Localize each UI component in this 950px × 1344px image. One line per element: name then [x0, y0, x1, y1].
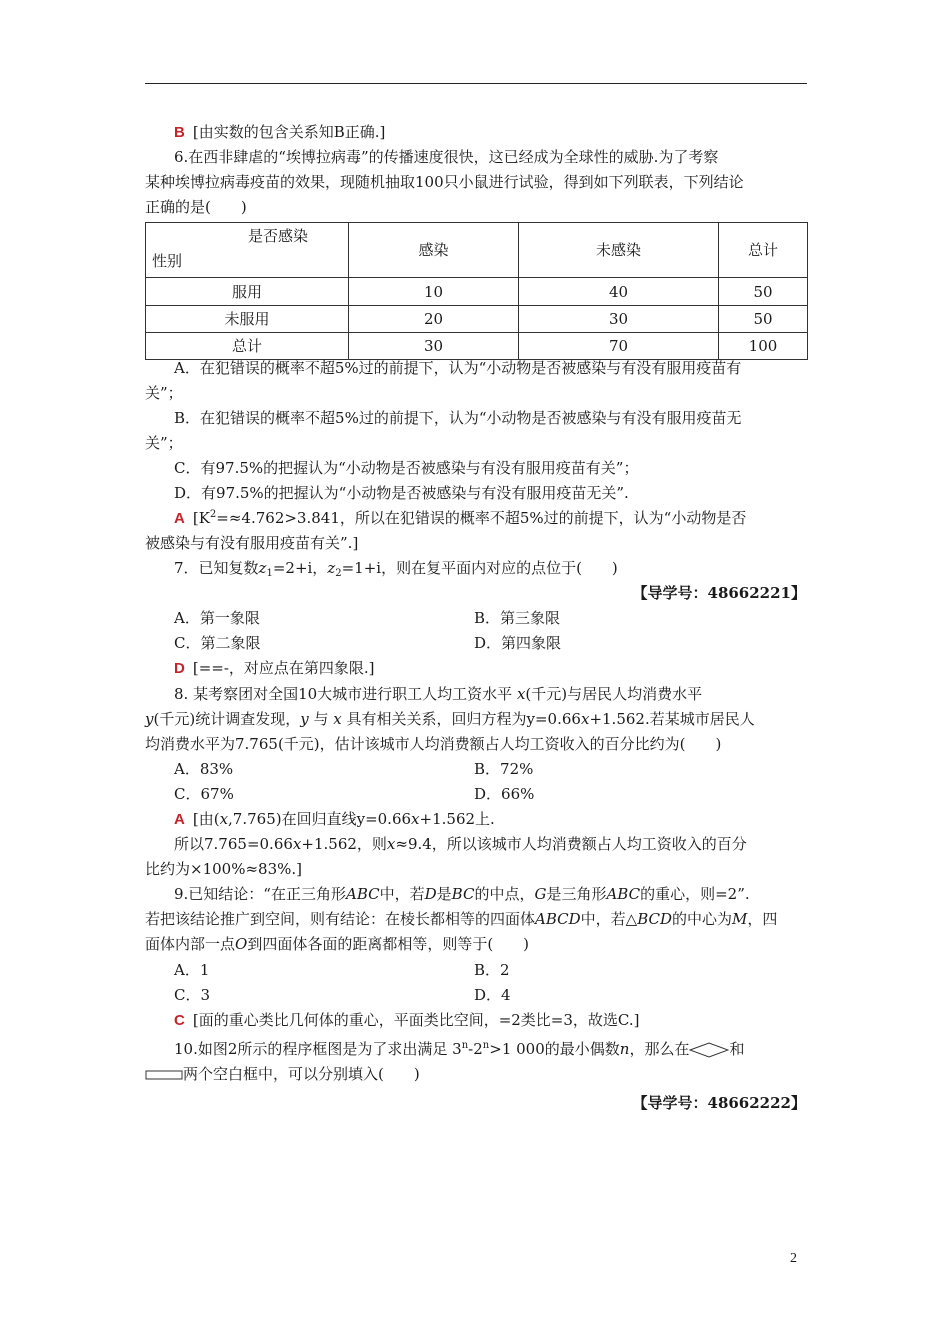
- q9-option-a: A．1: [174, 961, 210, 979]
- q7-reference-number: 【导学号：48662221】: [632, 584, 806, 602]
- table-cell: 30: [519, 306, 719, 333]
- table-row: [146, 306, 808, 333]
- q8-option-b: B．72%: [474, 760, 534, 778]
- q6-stem-line2: 某种埃博拉病毒疫苗的效果，现随机抽取100只小鼠进行试验，得到如下列联表，下列结论: [145, 173, 744, 191]
- q6-option-c: C．有97.5%的把握认为“小动物是否被感染与有没有服用疫苗有关”；: [174, 459, 639, 477]
- q6-option-a: A．在犯错误的概率不超5%过的前提下，认为“小动物是否被感染与有没有服用疫苗有: [174, 359, 742, 377]
- q8-stem-line2: y(千元)统计调查发现，y 与 x 具有相关关系，回归方程为y=0.66x+1.562.若某城市居民人: [145, 710, 755, 728]
- q7-option-c: C．第二象限: [174, 634, 261, 652]
- q10-stem-line1: 10.如图2所示的程序框图是为了求出满足 $3^n-2^n>1$ 000的最小偶数n，那么在 和: [174, 1040, 745, 1058]
- q7-option-d: D．第四象限: [474, 634, 562, 652]
- q9-option-c: C．3: [174, 986, 211, 1004]
- col-header: 感染: [349, 223, 519, 278]
- q7-option-a: A．第一象限: [174, 609, 260, 627]
- table-cell: 100: [719, 333, 808, 360]
- row-label: 未服用: [146, 306, 349, 333]
- header-infection-label: 是否感染: [248, 227, 309, 245]
- q7-answer-line: D [==-，对应点在第四象限.]: [174, 659, 375, 677]
- q8-solution-line1: 所以7.765=0.66x+1.562，则x≈9.4，所以该城市人均消费额占人均工资收入的百分: [174, 835, 747, 853]
- table-row: [146, 278, 808, 306]
- page-number: 2: [790, 1251, 797, 1266]
- table-cell: 40: [519, 278, 719, 306]
- q8-stem-line3: 均消费水平为7.765(千元)，估计该城市人均消费额占人均工资收入的百分比约为( ): [145, 735, 722, 753]
- q8-option-d: D．66%: [474, 785, 535, 803]
- q6-stem-line1: 6.在西非肆虐的“埃博拉病毒”的传播速度很快，这已经成为全球性的威胁.为了考察: [174, 148, 719, 166]
- table-cell: 20: [349, 306, 519, 333]
- q9-stem-line2: 若把该结论推广到空间，则有结论：在棱长都相等的四面体ABCD中，若△BCD的中心为M，四: [145, 910, 778, 928]
- q8-option-a: A．83%: [174, 760, 234, 778]
- q7-option-b: B．第三象限: [474, 609, 561, 627]
- answer-letter: A: [174, 510, 185, 527]
- q9-stem-line1: 9.已知结论：“在正三角形ABC中，若D是BC的中点，G是三角形ABC的重心，则=2”.: [174, 885, 750, 903]
- table-cell: 10: [349, 278, 519, 306]
- answer-letter: D: [174, 660, 185, 677]
- q9-option-d: D．4: [474, 986, 511, 1004]
- answer-letter: A: [174, 811, 185, 828]
- q10-reference-number: 【导学号：48662222】: [632, 1094, 806, 1112]
- diagonal-header-cell: [146, 223, 349, 278]
- q9-answer-line: C [面的重心类比几何体的重心，平面类比空间，=2类比=3，故选C.]: [174, 1011, 640, 1029]
- q8-answer-line: A [由(x,7.765)在回归直线y=0.66x+1.562上.: [174, 810, 495, 828]
- q8-stem-line1: 8. 某考察团对全国10大城市进行职工人均工资水平 x(千元)与居民人均消费水平: [174, 685, 703, 703]
- table-cell: 70: [519, 333, 719, 360]
- answer-letter: B: [174, 124, 185, 141]
- table-row: [146, 333, 808, 360]
- header-rule: [145, 83, 807, 84]
- q9-stem-line3: 面体内部一点O到四面体各面的距离都相等，则等于( ): [145, 935, 530, 953]
- q8-option-c: C．67%: [174, 785, 234, 803]
- q6-stem-line3: 正确的是( ): [145, 198, 247, 216]
- table-cell: 30: [349, 333, 519, 360]
- q6-option-d: D．有97.5%的把握认为“小动物是否被感染与有没有服用疫苗无关”.: [174, 484, 629, 502]
- q7-stem: 7．已知复数$z_1=2+i$，$z_2=1+i$，则在复平面内对应的点位于( ): [174, 559, 618, 579]
- col-header: 未感染: [519, 223, 719, 278]
- row-label: 服用: [146, 278, 349, 306]
- q6-option-a-cont: 关”；: [145, 384, 183, 402]
- q9-option-b: B．2: [474, 961, 510, 979]
- answer-text: [由实数的包含关系知B正确.]: [192, 123, 386, 141]
- row-label: 总计: [146, 333, 349, 360]
- process-box-icon: [145, 1069, 183, 1081]
- header-gender-label: 性别: [152, 252, 183, 270]
- q5-answer-line: [174, 121, 385, 144]
- q6-option-b-cont: 关”；: [145, 434, 183, 452]
- table-header-row: [146, 223, 808, 278]
- decision-diamond-icon: [689, 1042, 729, 1058]
- table-cell: 50: [719, 306, 808, 333]
- q10-stem-line2: 两个空白框中，可以分别填入( ): [145, 1063, 420, 1085]
- q6-answer-line: A [$K^2=\approx 4.762>3.841$，所以在犯错误的概率不超5%过的前提下，认为“小动物是否: [174, 509, 747, 527]
- contingency-table: [145, 222, 808, 360]
- answer-letter: C: [174, 1012, 185, 1029]
- q6-option-b: B．在犯错误的概率不超5%过的前提下，认为“小动物是否被感染与有没有服用疫苗无: [174, 409, 742, 427]
- q8-solution-line2: 比约为×100%≈83%.]: [145, 860, 302, 878]
- q6-answer-cont: 被感染与有没有服用疫苗有关”.]: [145, 534, 359, 552]
- col-header: 总计: [719, 223, 808, 278]
- table-cell: 50: [719, 278, 808, 306]
